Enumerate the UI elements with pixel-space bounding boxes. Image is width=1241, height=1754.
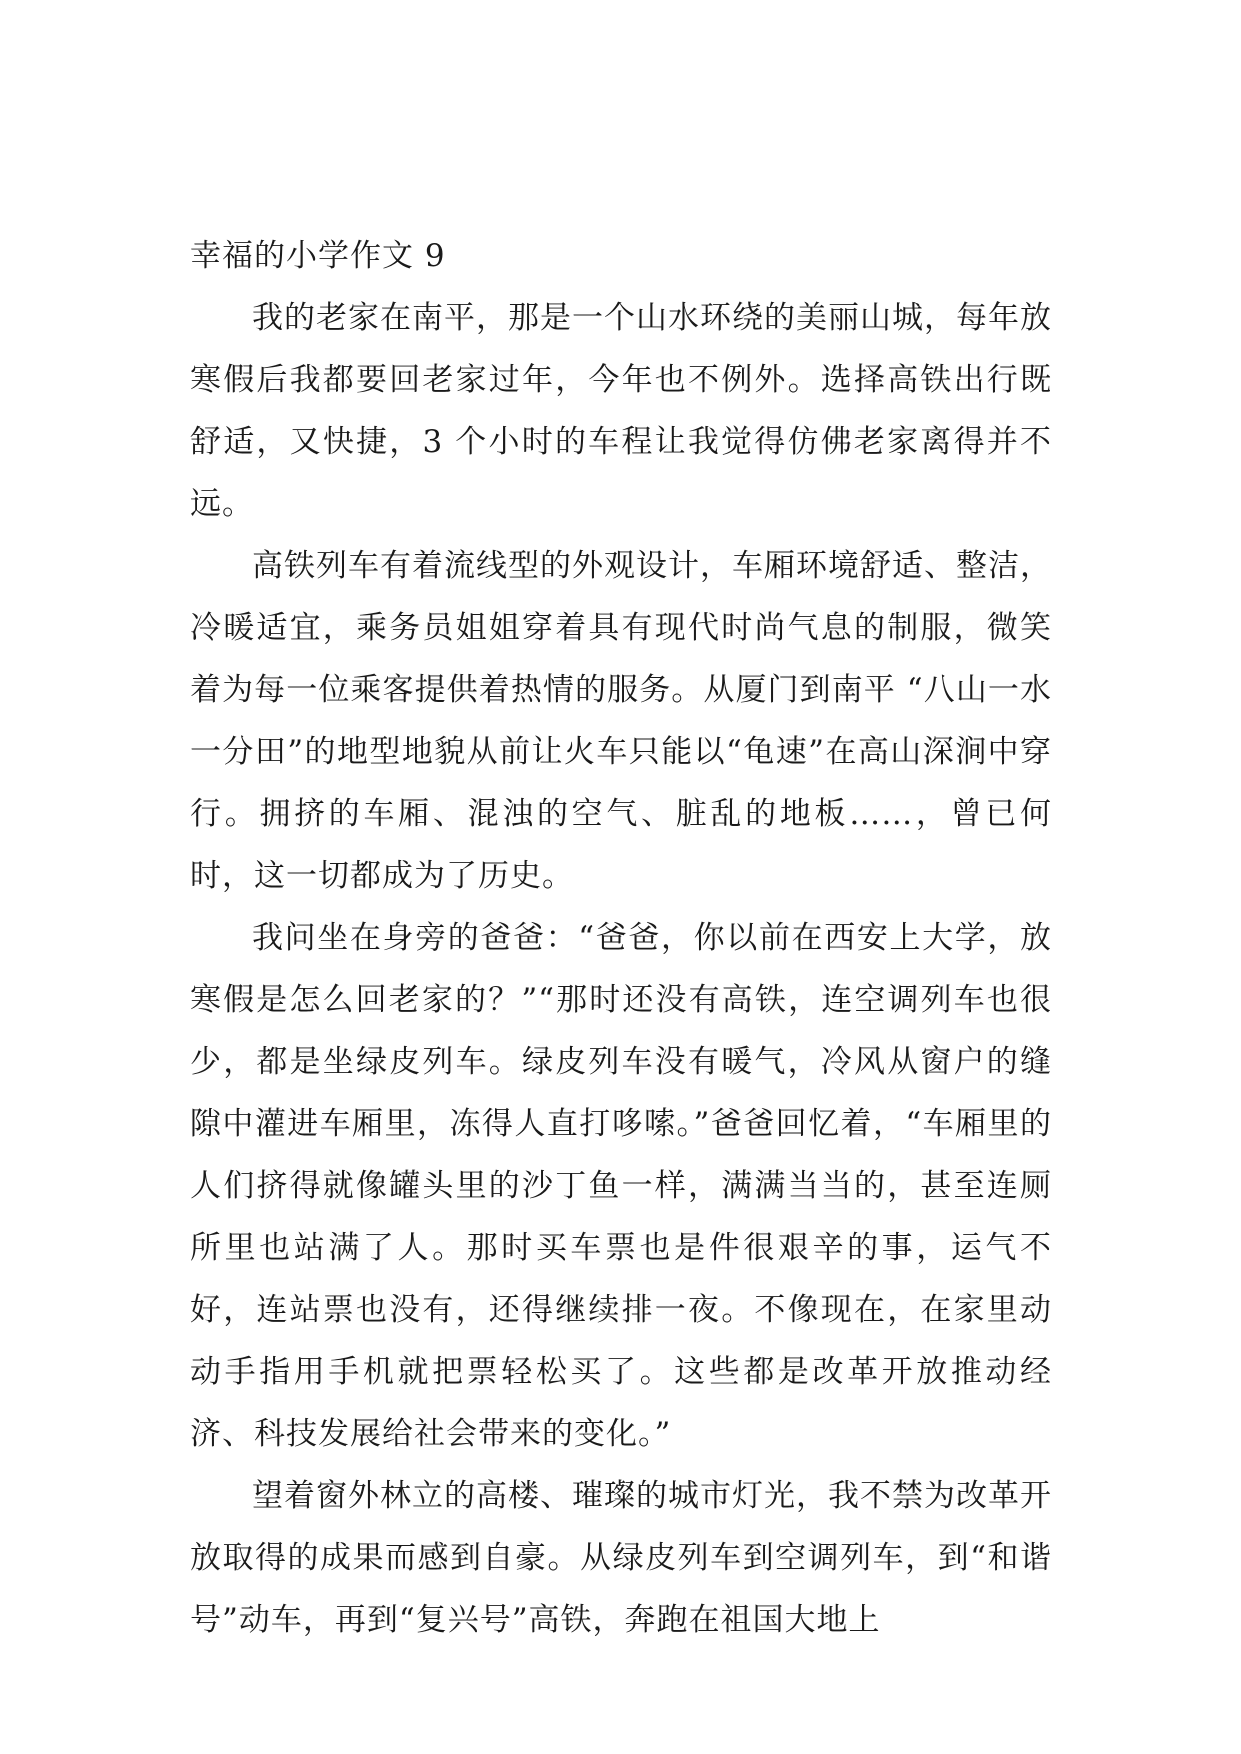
paragraph-3: 我问坐在身旁的爸爸：“爸爸，你以前在西安上大学，放寒假是怎么回老家的？”“那时还没有高铁，连空调列车也很少，都是坐绿皮列车。绿皮列车没有暖气，冷风从窗户的缝隙中灌进车厢里，冻得人直打哆嗦。”爸爸回忆着，“车厢里的人们挤得就像罐头里的沙丁鱼一样，满满当当的，甚至连厕所里也站满了人。那时买车票也是件很艰辛的事，运气不好，连站票也没有，还得继续排一夜。不像现在，在家里动动手指用手机就把票轻松买了。这些都是改革开放推动经济、科技发展给社会带来的变化。” (190, 920, 1052, 1452)
paragraph-1: 我的老家在南平，那是一个山水环绕的美丽山城，每年放寒假后我都要回老家过年，今年也不例外。选择高铁出行既舒适，又快捷，3 个小时的车程让我觉得仿佛老家离得并不远。 (190, 300, 1052, 522)
document-page (190, 225, 1052, 1651)
paragraph-2: 高铁列车有着流线型的外观设计，车厢环境舒适、整洁，冷暖适宜，乘务员姐姐穿着具有现代时尚气息的制服，微笑着为每一位乘客提供着热情的服务。从厦门到南平 “八山一水一分田”的地型地貌从前让火车只能以“龟速”在高山深涧中穿行。拥挤的车厢、混浊的空气、脏乱的地板……，曾已何时，这一切都成为了历史。 (190, 548, 1052, 894)
document-title: 幸福的小学作文 9 (190, 238, 446, 274)
paragraph-4: 望着窗外林立的高楼、璀璨的城市灯光，我不禁为改革开放取得的成果而感到自豪。从绿皮列车到空调列车，到“和谐号”动车，再到“复兴号”高铁，奔跑在祖国大地上 (190, 1478, 1052, 1638)
